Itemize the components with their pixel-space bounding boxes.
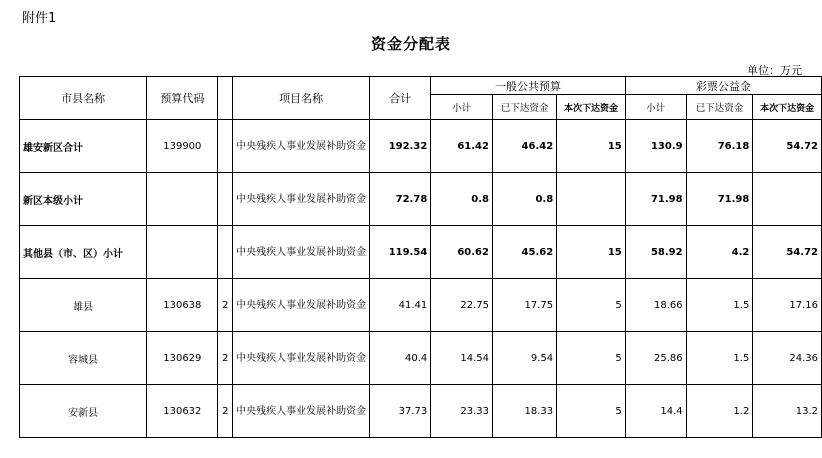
row-lottery-current: 54.72 <box>753 226 822 279</box>
row-project: 中央残疾人事业发展补助资金 <box>233 226 370 279</box>
row-general-subtotal: 23.33 <box>431 385 493 438</box>
row-general-subtotal: 14.54 <box>431 332 493 385</box>
table-row <box>20 120 822 173</box>
col-header-project: 项目名称 <box>233 77 370 120</box>
table-row <box>20 279 822 332</box>
row-general-subtotal: 60.62 <box>431 226 493 279</box>
row-general-current: 15 <box>557 120 626 173</box>
row-lottery-subtotal: 18.66 <box>625 279 686 332</box>
row-lottery-current: 17.16 <box>753 279 822 332</box>
row-flag <box>218 226 233 279</box>
row-total: 119.54 <box>370 226 431 279</box>
row-general-issued: 17.75 <box>492 279 556 332</box>
row-name: 容城县 <box>20 332 147 385</box>
row-total: 37.73 <box>370 385 431 438</box>
page-title: 资金分配表 <box>370 35 451 53</box>
unit-label: 单位：万元 <box>747 64 802 77</box>
row-lottery-current: 13.2 <box>753 385 822 438</box>
row-code: 130638 <box>147 279 218 332</box>
col-header-lottery-subtotal: 小计 <box>625 95 686 120</box>
table-row <box>20 226 822 279</box>
table-row <box>20 173 822 226</box>
row-project: 中央残疾人事业发展补助资金 <box>233 120 370 173</box>
row-lottery-subtotal: 130.9 <box>625 120 686 173</box>
attachment-label: 附件1 <box>22 11 57 26</box>
col-header-lottery-issued: 已下达资金 <box>686 95 753 120</box>
header-row-1 <box>20 77 822 95</box>
row-name: 新区本级小计 <box>20 173 147 226</box>
table-row <box>20 332 822 385</box>
row-lottery-current: 24.36 <box>753 332 822 385</box>
fund-allocation-table <box>19 76 822 438</box>
row-general-current: 5 <box>557 385 626 438</box>
row-general-subtotal: 61.42 <box>431 120 493 173</box>
row-lottery-issued: 1.2 <box>686 385 753 438</box>
row-lottery-issued: 4.2 <box>686 226 753 279</box>
row-total: 41.41 <box>370 279 431 332</box>
row-name: 雄安新区合计 <box>20 120 147 173</box>
col-header-general-current: 本次下达资金 <box>557 95 626 120</box>
row-name: 安新县 <box>20 385 147 438</box>
row-flag <box>218 120 233 173</box>
row-general-current: 5 <box>557 279 626 332</box>
col-header-general-subtotal: 小计 <box>431 95 493 120</box>
row-lottery-issued: 1.5 <box>686 279 753 332</box>
row-lottery-subtotal: 14.4 <box>625 385 686 438</box>
row-lottery-issued: 76.18 <box>686 120 753 173</box>
row-name: 其他县（市、区）小计 <box>20 226 147 279</box>
row-total: 72.78 <box>370 173 431 226</box>
row-total: 192.32 <box>370 120 431 173</box>
col-header-code: 预算代码 <box>147 77 218 120</box>
row-lottery-subtotal: 25.86 <box>625 332 686 385</box>
row-code <box>147 226 218 279</box>
row-lottery-issued: 1.5 <box>686 332 753 385</box>
row-general-current: 15 <box>557 226 626 279</box>
row-project: 中央残疾人事业发展补助资金 <box>233 385 370 438</box>
row-code: 139900 <box>147 120 218 173</box>
row-lottery-issued: 71.98 <box>686 173 753 226</box>
col-header-general-issued: 已下达资金 <box>492 95 556 120</box>
col-group-general-budget: 一般公共预算 <box>431 77 625 95</box>
row-flag: 2 <box>218 332 233 385</box>
row-name: 雄县 <box>20 279 147 332</box>
row-general-subtotal: 0.8 <box>431 173 493 226</box>
row-general-issued: 0.8 <box>492 173 556 226</box>
row-code: 130632 <box>147 385 218 438</box>
row-flag <box>218 173 233 226</box>
row-general-issued: 18.33 <box>492 385 556 438</box>
row-lottery-current <box>753 173 822 226</box>
row-lottery-subtotal: 71.98 <box>625 173 686 226</box>
row-project: 中央残疾人事业发展补助资金 <box>233 332 370 385</box>
row-general-issued: 46.42 <box>492 120 556 173</box>
row-code <box>147 173 218 226</box>
row-flag: 2 <box>218 385 233 438</box>
col-header-flag <box>218 77 233 120</box>
col-group-lottery-fund: 彩票公益金 <box>625 77 821 95</box>
table-row <box>20 385 822 438</box>
row-general-issued: 45.62 <box>492 226 556 279</box>
row-general-subtotal: 22.75 <box>431 279 493 332</box>
row-code: 130629 <box>147 332 218 385</box>
row-general-current: 5 <box>557 332 626 385</box>
row-lottery-current: 54.72 <box>753 120 822 173</box>
row-total: 40.4 <box>370 332 431 385</box>
row-project: 中央残疾人事业发展补助资金 <box>233 173 370 226</box>
col-header-total: 合计 <box>370 77 431 120</box>
col-header-city: 市县名称 <box>20 77 147 120</box>
col-header-lottery-current: 本次下达资金 <box>753 95 822 120</box>
row-general-current <box>557 173 626 226</box>
row-general-issued: 9.54 <box>492 332 556 385</box>
row-lottery-subtotal: 58.92 <box>625 226 686 279</box>
row-flag: 2 <box>218 279 233 332</box>
row-project: 中央残疾人事业发展补助资金 <box>233 279 370 332</box>
